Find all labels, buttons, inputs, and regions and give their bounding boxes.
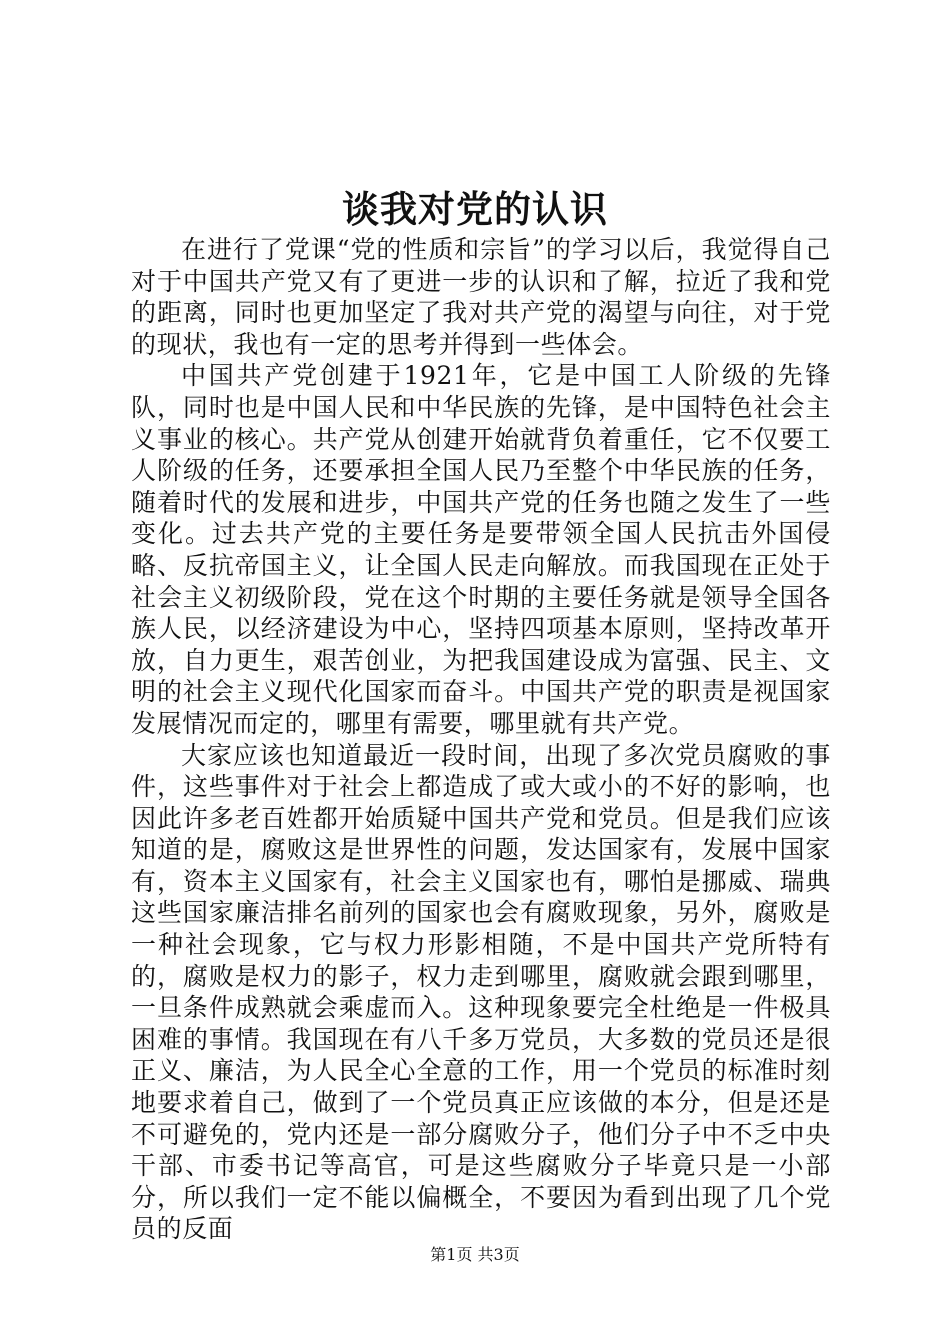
document-title: 谈我对党的认识	[342, 187, 608, 231]
paragraph-2: 中国共产党创建于1921年，它是中国工人阶级的先锋队，同时也是中国人民和中华民族的先锋，是中国特色社会主义事业的核心。共产党从创建开始就背负着重任，它不仅要工人阶级的任务，还要承担全国人民乃至整个中华民族的任务，随着时代的发展和进步，中国共产党的任务也随之发生了一些变化。过去共产党的主要任务是要带领全国人民抗击外国侵略、反抗帝国主义，让全国人民走向解放。而我国现在正处于社会主义初级阶段，党在这个时期的主要任务就是领导全国各族人民，以经济建设为中心，坚持四项基本原则，坚持改革开放，自力更生，艰苦创业，为把我国建设成为富强、民主、文明的社会主义现代化国家而奋斗。中国共产党的职责是视国家发展情况而定的，哪里有需要，哪里就有共产党。	[131, 361, 831, 738]
page-footer	[0, 1244, 950, 1266]
document-body	[131, 234, 831, 1245]
page-number-indicator: 第1页 共3页	[430, 1245, 520, 1264]
paragraph-1: 在进行了党课“党的性质和宗旨”的学习以后，我觉得自己对于中国共产党又有了更进一步的认识和了解，拉近了我和党的距离，同时也更加坚定了我对共产党的渴望与向往，对于党的现状，我也有一定的思考并得到一些体会。	[131, 235, 831, 359]
paragraph-3: 大家应该也知道最近一段时间，出现了多次党员腐败的事件，这些事件对于社会上都造成了或大或小的不好的影响，也因此许多老百姓都开始质疑中国共产党和党员。但是我们应该知道的是，腐败这是世界性的问题，发达国家有，发展中国家有，资本主义国家有，社会主义国家也有，哪怕是挪威、瑞典这些国家廉洁排名前列的国家也会有腐败现象，另外，腐败是一种社会现象，它与权力形影相随，不是中国共产党所特有的，腐败是权力的影子，权力走到哪里，腐败就会跟到哪里，一旦条件成熟就会乘虚而入。这种现象要完全杜绝是一件极具困难的事情。我国现在有八千多万党员，大多数的党员还是很正义、廉洁，为人民全心全意的工作，用一个党员的标准时刻地要求着自己，做到了一个党员真正应该做的本分，但是还是不可避免的，党内还是一部分腐败分子，他们分子中不乏中央干部、市委书记等高官，可是这些腐败分子毕竟只是一小部分，所以我们一定不能以偏概全，不要因为看到出现了几个党员的反面	[131, 740, 831, 1244]
